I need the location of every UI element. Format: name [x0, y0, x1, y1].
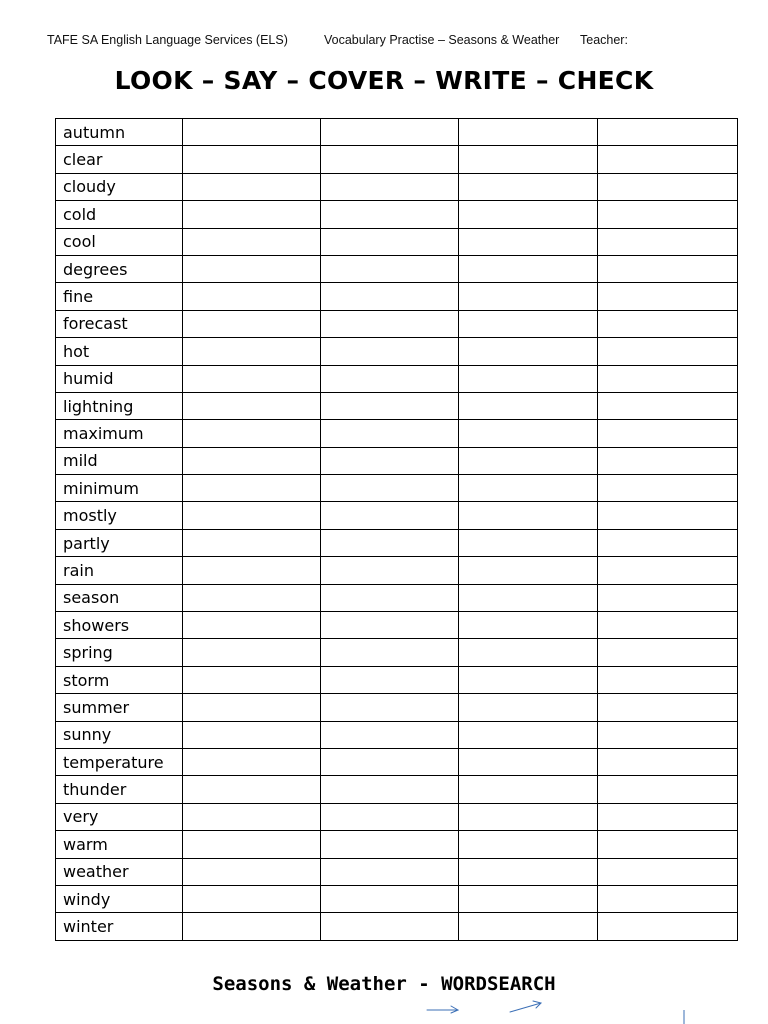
vocab-word: mild — [56, 447, 183, 474]
table-row — [56, 447, 738, 474]
practice-cell[interactable] — [321, 557, 459, 584]
practice-cell[interactable] — [598, 447, 738, 474]
practice-cell[interactable] — [183, 831, 321, 858]
practice-cell[interactable] — [321, 913, 459, 940]
vocab-word: thunder — [56, 776, 183, 803]
practice-cell[interactable] — [598, 529, 738, 556]
practice-cell[interactable] — [321, 803, 459, 830]
practice-cell[interactable] — [183, 803, 321, 830]
practice-cell[interactable] — [598, 557, 738, 584]
practice-cell[interactable] — [459, 365, 598, 392]
practice-cell[interactable] — [459, 913, 598, 940]
practice-cell[interactable] — [321, 365, 459, 392]
table-row — [56, 420, 738, 447]
practice-cell[interactable] — [459, 666, 598, 693]
table-row — [56, 173, 738, 200]
practice-cell[interactable] — [183, 885, 321, 912]
vocab-word: showers — [56, 612, 183, 639]
practice-cell[interactable] — [183, 612, 321, 639]
table-row — [56, 721, 738, 748]
practice-cell[interactable] — [459, 119, 598, 146]
practice-cell[interactable] — [321, 748, 459, 775]
practice-cell[interactable] — [598, 831, 738, 858]
page-title: LOOK – SAY – COVER – WRITE – CHECK — [114, 66, 654, 95]
practice-cell[interactable] — [598, 776, 738, 803]
practice-cell[interactable] — [321, 420, 459, 447]
practice-cell[interactable] — [459, 803, 598, 830]
practice-cell[interactable] — [459, 146, 598, 173]
table-row — [56, 666, 738, 693]
vocab-word: windy — [56, 885, 183, 912]
worksheet-title: Vocabulary Practise – Seasons & Weather — [324, 33, 560, 47]
practice-cell[interactable] — [459, 831, 598, 858]
practice-cell[interactable] — [183, 666, 321, 693]
vocab-word: mostly — [56, 502, 183, 529]
table-row — [56, 612, 738, 639]
practice-cell[interactable] — [459, 475, 598, 502]
practice-cell[interactable] — [183, 173, 321, 200]
table-row — [56, 365, 738, 392]
organization-label: TAFE SA English Language Services (ELS) — [47, 33, 288, 47]
practice-cell[interactable] — [321, 146, 459, 173]
table-row — [56, 228, 738, 255]
practice-cell[interactable] — [598, 392, 738, 419]
practice-cell[interactable] — [183, 228, 321, 255]
table-row — [56, 913, 738, 940]
vocab-word: very — [56, 803, 183, 830]
practice-cell[interactable] — [598, 666, 738, 693]
practice-cell[interactable] — [459, 612, 598, 639]
practice-cell[interactable] — [598, 748, 738, 775]
table-row — [56, 557, 738, 584]
vocab-word: warm — [56, 831, 183, 858]
practice-cell[interactable] — [321, 584, 459, 611]
practice-cell[interactable] — [321, 502, 459, 529]
practice-cell[interactable] — [598, 338, 738, 365]
vocab-word: rain — [56, 557, 183, 584]
vocab-word: cold — [56, 201, 183, 228]
practice-cell[interactable] — [183, 502, 321, 529]
table-row — [56, 858, 738, 885]
practice-cell[interactable] — [321, 858, 459, 885]
practice-cell[interactable] — [459, 447, 598, 474]
table-row — [56, 475, 738, 502]
practice-cell[interactable] — [459, 338, 598, 365]
practice-cell[interactable] — [598, 283, 738, 310]
vocab-word: summer — [56, 694, 183, 721]
practice-cell[interactable] — [598, 365, 738, 392]
practice-cell[interactable] — [183, 338, 321, 365]
practice-cell[interactable] — [183, 201, 321, 228]
practice-cell[interactable] — [459, 584, 598, 611]
practice-cell[interactable] — [183, 365, 321, 392]
practice-cell[interactable] — [321, 885, 459, 912]
practice-cell[interactable] — [598, 420, 738, 447]
table-row — [56, 776, 738, 803]
table-row — [56, 803, 738, 830]
vocab-word: lightning — [56, 392, 183, 419]
vocab-word: partly — [56, 529, 183, 556]
handwritten-arrow-marks — [0, 996, 768, 1024]
practice-cell[interactable] — [321, 529, 459, 556]
vocab-word: clear — [56, 146, 183, 173]
practice-cell[interactable] — [321, 228, 459, 255]
vocab-word: autumn — [56, 119, 183, 146]
practice-cell[interactable] — [321, 119, 459, 146]
table-row — [56, 119, 738, 146]
practice-cell[interactable] — [598, 612, 738, 639]
practice-cell[interactable] — [183, 283, 321, 310]
practice-cell[interactable] — [183, 748, 321, 775]
practice-cell[interactable] — [183, 584, 321, 611]
practice-cell[interactable] — [321, 310, 459, 337]
practice-cell[interactable] — [183, 639, 321, 666]
arrow-up-right-icon — [510, 1001, 541, 1012]
practice-cell[interactable] — [598, 639, 738, 666]
table-row — [56, 584, 738, 611]
practice-cell[interactable] — [459, 201, 598, 228]
practice-cell[interactable] — [321, 721, 459, 748]
vocab-word: fine — [56, 283, 183, 310]
vocab-word: maximum — [56, 420, 183, 447]
table-row — [56, 146, 738, 173]
practice-cell[interactable] — [459, 529, 598, 556]
table-row — [56, 255, 738, 282]
practice-cell[interactable] — [459, 776, 598, 803]
practice-cell[interactable] — [459, 858, 598, 885]
practice-cell[interactable] — [321, 666, 459, 693]
practice-cell[interactable] — [183, 694, 321, 721]
practice-cell[interactable] — [598, 885, 738, 912]
practice-cell[interactable] — [183, 310, 321, 337]
table-row — [56, 502, 738, 529]
vocab-word: degrees — [56, 255, 183, 282]
practice-cell[interactable] — [598, 803, 738, 830]
practice-cell[interactable] — [459, 255, 598, 282]
practice-cell[interactable] — [321, 612, 459, 639]
vocab-word: spring — [56, 639, 183, 666]
vocab-word: season — [56, 584, 183, 611]
practice-cell[interactable] — [598, 146, 738, 173]
table-row — [56, 694, 738, 721]
practice-cell[interactable] — [459, 694, 598, 721]
wordsearch-heading: Seasons & Weather - WORDSEARCH — [212, 973, 556, 995]
practice-cell[interactable] — [321, 639, 459, 666]
vocab-word: sunny — [56, 721, 183, 748]
practice-cell[interactable] — [598, 913, 738, 940]
practice-cell[interactable] — [321, 173, 459, 200]
practice-cell[interactable] — [321, 694, 459, 721]
table-row — [56, 310, 738, 337]
practice-cell[interactable] — [459, 721, 598, 748]
practice-cell[interactable] — [183, 529, 321, 556]
practice-cell[interactable] — [598, 721, 738, 748]
table-row — [56, 748, 738, 775]
practice-cell[interactable] — [459, 310, 598, 337]
practice-cell[interactable] — [321, 255, 459, 282]
practice-cell[interactable] — [183, 776, 321, 803]
vocabulary-table — [55, 118, 738, 941]
practice-cell[interactable] — [598, 502, 738, 529]
practice-cell[interactable] — [598, 173, 738, 200]
practice-cell[interactable] — [321, 831, 459, 858]
vocab-word: forecast — [56, 310, 183, 337]
vocab-word: hot — [56, 338, 183, 365]
practice-cell[interactable] — [598, 475, 738, 502]
table-row — [56, 392, 738, 419]
practice-cell[interactable] — [183, 721, 321, 748]
practice-cell[interactable] — [598, 694, 738, 721]
practice-cell[interactable] — [598, 201, 738, 228]
vocab-word: storm — [56, 666, 183, 693]
practice-cell[interactable] — [183, 119, 321, 146]
practice-cell[interactable] — [598, 858, 738, 885]
table-row — [56, 283, 738, 310]
practice-cell[interactable] — [183, 557, 321, 584]
practice-cell[interactable] — [321, 201, 459, 228]
practice-cell[interactable] — [459, 283, 598, 310]
practice-cell[interactable] — [459, 748, 598, 775]
practice-cell[interactable] — [183, 146, 321, 173]
practice-cell[interactable] — [183, 392, 321, 419]
vocab-word: minimum — [56, 475, 183, 502]
practice-cell[interactable] — [183, 913, 321, 940]
practice-cell[interactable] — [598, 119, 738, 146]
table-row — [56, 885, 738, 912]
practice-cell[interactable] — [321, 338, 459, 365]
practice-cell[interactable] — [459, 420, 598, 447]
teacher-label: Teacher: — [580, 33, 628, 47]
vocab-word: weather — [56, 858, 183, 885]
practice-cell[interactable] — [459, 639, 598, 666]
vocab-word: cool — [56, 228, 183, 255]
practice-cell[interactable] — [183, 255, 321, 282]
table-row — [56, 338, 738, 365]
practice-cell[interactable] — [321, 392, 459, 419]
table-row — [56, 201, 738, 228]
practice-cell[interactable] — [459, 228, 598, 255]
practice-cell[interactable] — [183, 858, 321, 885]
practice-cell[interactable] — [321, 283, 459, 310]
practice-cell[interactable] — [321, 776, 459, 803]
vocab-word: temperature — [56, 748, 183, 775]
vocab-word: cloudy — [56, 173, 183, 200]
table-row — [56, 831, 738, 858]
practice-cell[interactable] — [321, 475, 459, 502]
table-row — [56, 639, 738, 666]
worksheet-header — [0, 33, 768, 51]
arrow-right-icon — [427, 1006, 458, 1013]
practice-cell[interactable] — [459, 173, 598, 200]
practice-cell[interactable] — [183, 420, 321, 447]
vocab-word: winter — [56, 913, 183, 940]
vocab-word: humid — [56, 365, 183, 392]
table-row — [56, 529, 738, 556]
practice-cell[interactable] — [459, 885, 598, 912]
practice-cell[interactable] — [183, 447, 321, 474]
practice-cell[interactable] — [459, 392, 598, 419]
practice-cell[interactable] — [321, 447, 459, 474]
practice-cell[interactable] — [598, 255, 738, 282]
practice-cell[interactable] — [598, 584, 738, 611]
practice-cell[interactable] — [183, 475, 321, 502]
practice-cell[interactable] — [459, 557, 598, 584]
practice-cell[interactable] — [598, 310, 738, 337]
practice-cell[interactable] — [459, 502, 598, 529]
practice-cell[interactable] — [598, 228, 738, 255]
